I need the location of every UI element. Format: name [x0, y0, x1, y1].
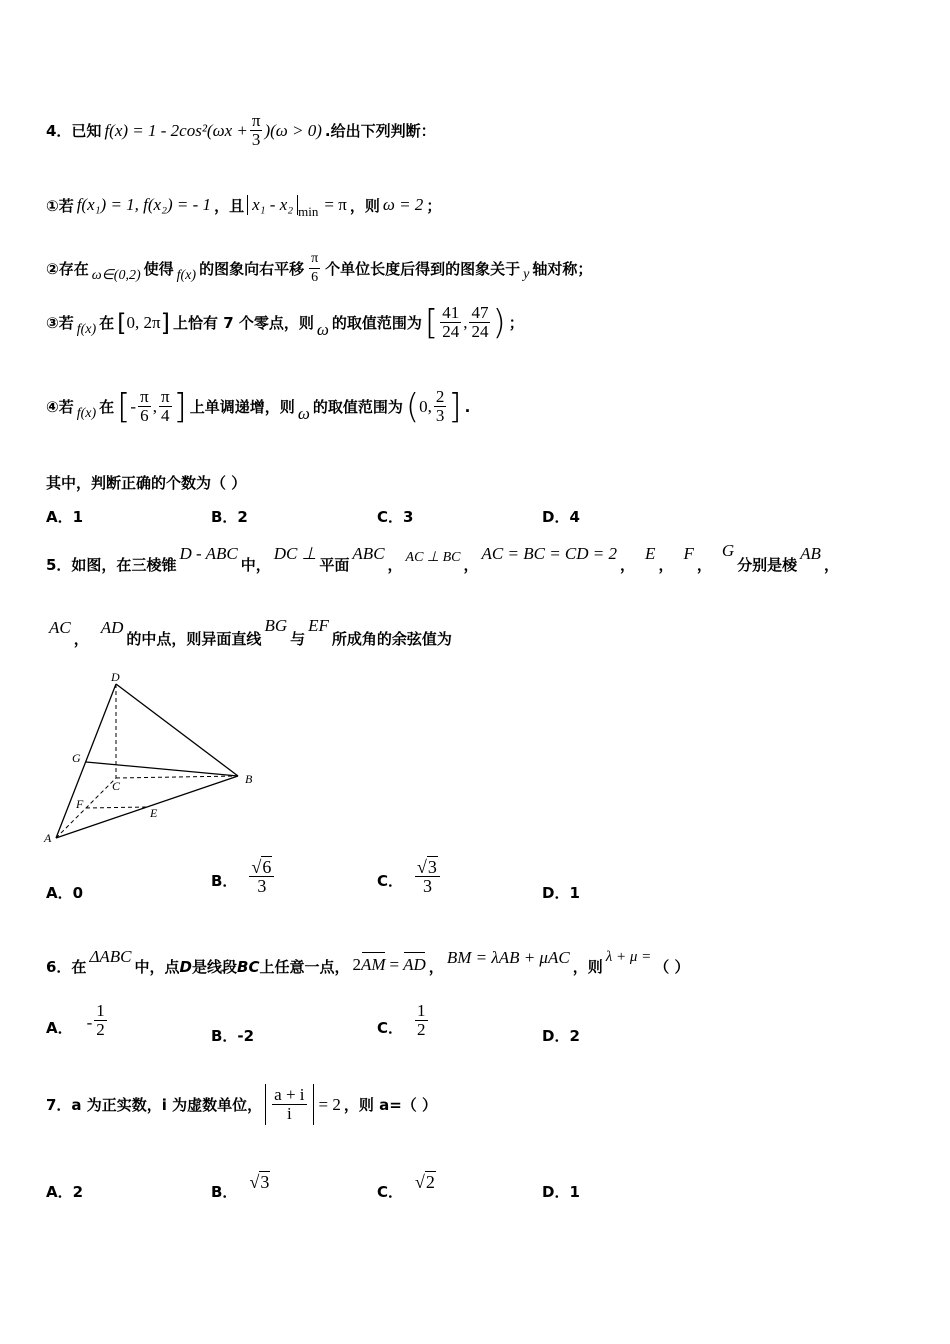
q5-ef: EF — [308, 615, 329, 635]
s4-lbracket: [ — [117, 386, 131, 427]
q6-option-a-frac — [94, 1002, 107, 1039]
label-e: E — [150, 806, 158, 820]
s1-min: min — [298, 204, 319, 219]
q5-number: 5．如图，在三棱锥 — [46, 556, 177, 574]
q6-t2: 是线段 — [192, 958, 238, 976]
s4-rbracket: ] — [173, 386, 187, 427]
q6-triangle: ΔABC — [89, 946, 132, 966]
s1-abs: x₁ - x₂ — [247, 195, 298, 215]
q5-plane: 平面 — [319, 556, 350, 574]
s3-rbracket: ] — [160, 308, 170, 337]
s1-expr: f(x₁) = 1, f(x₂) = - 1 — [76, 195, 212, 214]
q6-option-c-num: 1 — [417, 1001, 426, 1020]
q6-option-a-minus: - — [86, 1012, 93, 1032]
s4-frac1 — [138, 388, 151, 425]
q7-option-c-value: √2 — [415, 1171, 435, 1192]
q7-abs — [265, 1084, 313, 1125]
q6-c1: ， — [428, 958, 444, 976]
s3-n1: 41 — [442, 303, 460, 322]
s4-frac3 — [434, 388, 447, 425]
q5-equalities: AC = BC = CD = 2 — [481, 543, 618, 563]
q6-lambda-mu: λ + μ = — [605, 949, 652, 965]
s3-frac1 — [440, 304, 461, 341]
s3-end: ； — [508, 314, 524, 332]
q5-c2: ， — [463, 556, 479, 574]
s2-frac — [309, 250, 320, 287]
label-a: A — [44, 831, 52, 845]
q4-pi: π — [251, 111, 261, 130]
label-g: G — [72, 751, 81, 765]
q4-option-a-label: A．1 — [46, 508, 84, 526]
q5-c4: ， — [658, 556, 674, 574]
q5-t3: 的中点，则异面直线 — [126, 630, 262, 648]
s4-t2: 上单调递增，则 — [189, 398, 295, 416]
s3-frac2 — [469, 304, 490, 341]
q5-option-c-rad: 3 — [427, 857, 437, 877]
q6-option-a-den: 2 — [96, 1020, 105, 1039]
edge-db — [116, 684, 238, 776]
q7-tail: ，则 a=（ ） — [343, 1096, 437, 1114]
pyramid-figure — [40, 668, 280, 850]
q4-option-b-label: B．2 — [211, 508, 248, 526]
q7-option-c[interactable] — [377, 1170, 436, 1202]
q7-option-a-label: A．2 — [46, 1183, 84, 1201]
q5-option-a[interactable] — [46, 882, 83, 903]
q6-t5: （ ） — [654, 958, 690, 976]
s4-pi1: π — [140, 387, 149, 406]
edge-da — [56, 684, 116, 838]
segment-gb — [86, 762, 238, 776]
q6-option-b[interactable] — [211, 1025, 254, 1046]
q5-dc: DC ⊥ — [273, 543, 317, 563]
q5-option-a-label: A．0 — [46, 884, 84, 902]
s3-comma: , — [463, 312, 468, 332]
q5-option-c[interactable] — [377, 858, 442, 895]
s2-t1: 使得 — [143, 260, 174, 278]
s3-range-rparen: ) — [492, 302, 506, 343]
q7-number: 7．a 为正实数，i 为虚数单位， — [46, 1096, 263, 1114]
s3-fx: f(x) — [76, 321, 97, 337]
s3-range-lbracket: [ — [424, 302, 439, 343]
label-c: C — [112, 779, 121, 793]
q5-g: G — [721, 540, 735, 560]
s2-pi-over-6 — [307, 250, 322, 287]
q7-option-c-label: C． — [377, 1183, 404, 1201]
label-f: F — [76, 797, 84, 811]
q4-option-c-label: C．3 — [377, 508, 414, 526]
s2-fx: f(x) — [176, 267, 197, 283]
s4-omega: ω — [297, 403, 310, 423]
q6-am: AM — [360, 954, 386, 974]
q6-option-c-value — [413, 1002, 430, 1039]
q5-t2: 分别是棱 — [737, 556, 798, 574]
q6-option-b-label: B．-2 — [211, 1027, 255, 1045]
q4-option-d[interactable] — [542, 506, 580, 527]
q4-statement-2 — [46, 250, 592, 287]
q5-c6: ， — [823, 556, 839, 574]
q5-acbc: AC ⊥ BC — [405, 550, 461, 565]
s2-t2: 的图象向右平移 — [199, 260, 305, 278]
s2-six: 6 — [311, 270, 319, 285]
q4-question — [46, 472, 246, 493]
q5-option-c-den: 3 — [422, 876, 432, 896]
s1-mark: ①若 — [46, 196, 74, 215]
edge-cb — [116, 776, 238, 778]
q5-stem-line1 — [46, 540, 839, 575]
q6-option-d[interactable] — [542, 1025, 580, 1046]
q5-t1: 中， — [240, 556, 271, 574]
q4-stem — [46, 112, 436, 149]
q6-option-a[interactable] — [46, 1002, 112, 1039]
s3-t2: 上恰有 7 个零点，则 — [173, 314, 314, 332]
s3-t3: 的取值范围为 — [331, 314, 422, 332]
q5-t5: 所成角的余弦值为 — [331, 630, 452, 648]
q5-option-b-den: 3 — [257, 876, 267, 896]
q6-option-a-num: 1 — [96, 1001, 105, 1020]
q6-bm: BM = λAB + μAC — [446, 947, 570, 967]
q4-option-a[interactable] — [46, 506, 83, 527]
q4-number: 4．已知 — [46, 122, 102, 140]
q7-frac-den: i — [286, 1104, 292, 1123]
q6-d: D — [179, 957, 192, 976]
q4-pi-over-3 — [250, 112, 263, 149]
q6-eq: = — [389, 954, 400, 974]
s2-expr: ω∈(0,2) — [91, 268, 141, 283]
q6-t3: 上任意一点， — [259, 958, 350, 976]
s3-interval — [117, 309, 170, 337]
q5-option-b-label: B． — [211, 872, 238, 890]
q7-option-d-label: D．1 — [542, 1183, 580, 1201]
s1-eq: = π — [324, 195, 347, 214]
q5-ab: AB — [800, 543, 821, 563]
s2-t4: 轴对称； — [532, 260, 593, 278]
segment-fe — [86, 807, 147, 808]
s2-y: y — [523, 266, 530, 282]
s1-result: ω = 2 — [382, 195, 424, 214]
q5-stem-line2 — [46, 614, 452, 649]
q7-eq: = 2 — [318, 1094, 341, 1114]
s2-mark: ②存在 — [46, 260, 89, 278]
q6-option-a-label: A． — [46, 1019, 73, 1037]
q6-option-d-label: D．2 — [542, 1027, 580, 1045]
q6-bc: BC — [237, 957, 260, 976]
s4-t3: 的取值范围为 — [312, 398, 403, 416]
q5-option-b-rad: 6 — [262, 857, 272, 877]
s4-four: 4 — [160, 406, 170, 425]
q6-t1: 中，点 — [134, 958, 180, 976]
q6-vector-eq — [352, 955, 425, 975]
q5-bg: BG — [264, 615, 288, 635]
q5-c3: ， — [620, 556, 636, 574]
q5-c7: ， — [73, 630, 89, 648]
s1-abs-expr — [247, 190, 347, 220]
s3-interval-text: 0, 2π — [126, 312, 161, 332]
label-d: D — [111, 670, 120, 684]
q7-option-d[interactable] — [542, 1181, 580, 1202]
q5-option-c-value — [415, 858, 440, 895]
s4-six: 6 — [140, 406, 149, 425]
q5-option-b[interactable] — [211, 858, 276, 895]
q5-option-d-label: D．1 — [542, 884, 580, 902]
q6-two: 2 — [352, 954, 361, 974]
s4-mark: ④若 — [46, 398, 74, 416]
s4-frac2 — [159, 388, 172, 425]
s4-comma: , — [152, 396, 157, 416]
q4-option-d-label: D．4 — [542, 508, 580, 526]
q4-function-text: f(x) = 1 - 2cos²(ωx + — [104, 120, 248, 140]
s3-range — [425, 304, 506, 341]
s4-pi2: π — [160, 387, 170, 406]
q5-option-c-num: √3 — [415, 858, 440, 877]
q5-t4: 与 — [290, 630, 306, 648]
q7-option-b-label: B． — [211, 1183, 238, 1201]
q4-three: 3 — [251, 130, 261, 149]
s2-t3: 个单位长度后得到的图象关于 — [325, 260, 521, 278]
q4-question-text: 其中，判断正确的个数为（ ） — [46, 474, 247, 492]
q5-c5: ， — [696, 556, 712, 574]
q4-option-b[interactable] — [211, 506, 248, 527]
q7-option-b[interactable] — [211, 1170, 270, 1202]
s4-range-lparen: ( — [405, 386, 420, 427]
label-b: B — [245, 772, 253, 786]
q5-option-b-num: √6 — [249, 858, 274, 877]
q6-ad: AD — [403, 954, 426, 974]
q5-option-d[interactable] — [542, 882, 580, 903]
q4-option-c[interactable] — [377, 506, 413, 527]
q6-option-a-value — [87, 1002, 109, 1039]
q4-statement-4 — [46, 388, 470, 425]
q7-option-c-rad: 2 — [425, 1171, 435, 1192]
s3-omega: ω — [316, 319, 329, 339]
s1-end: ； — [426, 196, 442, 215]
q6-t4: ，则 — [572, 958, 603, 976]
q7-stem — [46, 1084, 437, 1125]
q5-pyramid: D - ABC — [179, 543, 238, 563]
q4-statement-1 — [46, 190, 441, 220]
s4-interval — [117, 388, 187, 425]
q6-option-c-frac — [415, 1002, 428, 1039]
q7-frac — [272, 1086, 306, 1123]
s3-d2: 24 — [471, 322, 489, 341]
q6-stem — [46, 944, 689, 977]
s1-then: ，则 — [349, 196, 380, 215]
q6-option-c[interactable] — [377, 1002, 433, 1039]
q5-option-b-value — [249, 858, 274, 895]
s4-zero: 0, — [419, 396, 432, 416]
s1-mid: ，且 — [214, 196, 245, 215]
s2-pi: π — [309, 250, 320, 269]
q5-option-c-label: C． — [377, 872, 404, 890]
q7-option-b-value: √3 — [249, 1171, 270, 1192]
s4-two: 2 — [435, 387, 445, 406]
s4-end: . — [464, 397, 471, 416]
s3-n2: 47 — [471, 303, 489, 322]
q4-statement-3 — [46, 304, 524, 341]
q7-frac-num: a + i — [274, 1085, 305, 1104]
s3-lbracket: [ — [117, 308, 127, 337]
s4-range-rbracket: ] — [448, 386, 462, 427]
s4-t1: 在 — [99, 398, 115, 416]
q5-ad: AD — [100, 617, 124, 637]
s4-range — [406, 388, 462, 425]
q4-function — [104, 112, 321, 149]
s4-fx: f(x) — [76, 405, 97, 421]
q5-e: E — [645, 543, 656, 563]
q4-condition: )(ω > 0) — [264, 120, 322, 140]
q4-tail: .给出下列判断： — [324, 122, 436, 140]
s4-minus: - — [130, 396, 137, 416]
s3-t1: 在 — [99, 314, 115, 332]
q6-option-c-den: 2 — [417, 1020, 426, 1039]
q7-abs-expr — [265, 1084, 341, 1125]
s4-three: 3 — [435, 406, 445, 425]
q5-ac: AC — [49, 617, 71, 637]
q6-option-c-label: C． — [377, 1019, 404, 1037]
s3-d1: 24 — [442, 322, 460, 341]
q6-number: 6．在 — [46, 958, 87, 976]
s3-mark: ③若 — [46, 314, 74, 332]
q7-option-a[interactable] — [46, 1181, 83, 1202]
q5-c1: ， — [387, 556, 403, 574]
q5-abc: ABC — [352, 543, 385, 563]
q5-f: F — [683, 543, 694, 563]
q7-option-b-rad: 3 — [260, 1171, 270, 1192]
